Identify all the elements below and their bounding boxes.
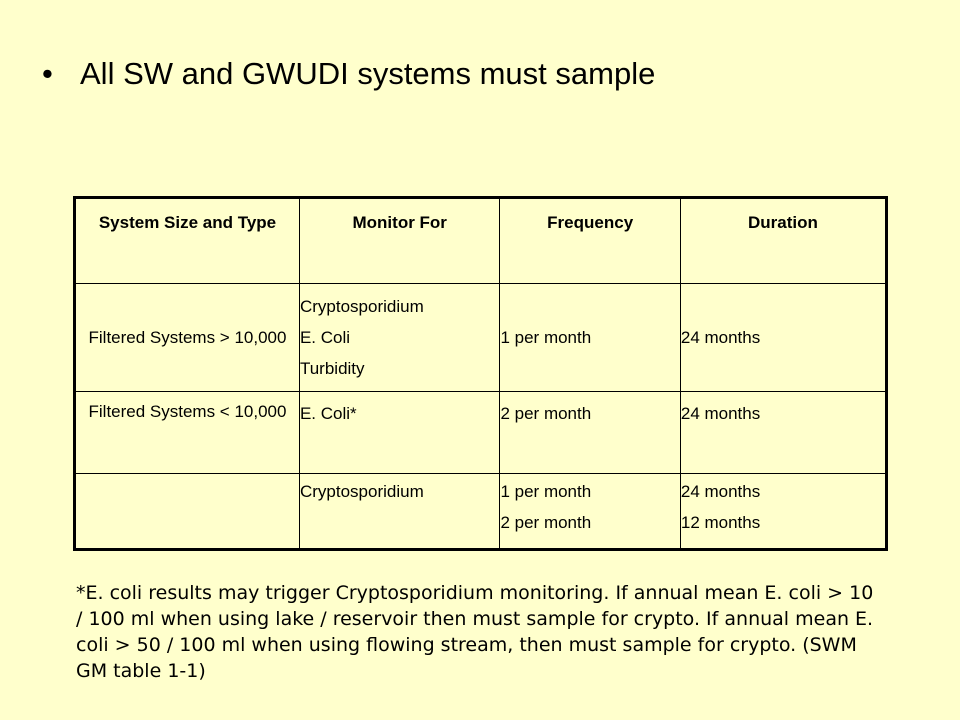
heading-text: All SW and GWUDI systems must sample [80, 56, 656, 91]
cell-system [75, 474, 300, 550]
cell-system: Filtered Systems > 10,000 [75, 284, 300, 392]
duration-item: 24 months [680, 404, 761, 423]
cell-monitor [299, 392, 500, 474]
table-row [75, 284, 887, 392]
cell-system: Filtered Systems < 10,000 [75, 392, 300, 474]
header-row [75, 198, 887, 284]
cell-duration [680, 392, 886, 474]
monitor-item: E. Coli [299, 328, 351, 347]
duration-item: 24 months [680, 328, 761, 347]
monitoring-table [73, 196, 888, 551]
cell-monitor [299, 474, 500, 550]
header-monitor-for: Monitor For [299, 198, 500, 284]
frequency-item: 1 per month [500, 328, 592, 347]
cell-duration [680, 474, 886, 550]
header-frequency: Frequency [500, 198, 680, 284]
bullet-marker: • [42, 56, 53, 91]
monitor-item: Cryptosporidium [299, 297, 424, 316]
duration-item: 24 months [680, 482, 761, 501]
monitor-item: Turbidity [299, 359, 365, 378]
monitor-item: E. Coli* [299, 404, 357, 423]
header-duration: Duration [680, 198, 886, 284]
table-row [75, 474, 887, 550]
header-system-size: System Size and Type [75, 198, 300, 284]
frequency-item: 1 per month [500, 482, 592, 501]
footnote: *E. coli results may trigger Cryptosporidium monitoring. If annual mean E. coli > 10 / 100 ml when using lake / reservoir then must sample for crypto. If annual mean E. coli > 50 / 100 ml when using flowing stream, then must sample for crypto. (SWM GM table 1-1) [76, 582, 874, 682]
frequency-item: 2 per month [500, 404, 592, 423]
cell-frequency [500, 392, 680, 474]
cell-duration [680, 284, 886, 392]
cell-frequency [500, 284, 680, 392]
frequency-item: 2 per month [500, 513, 592, 532]
cell-frequency [500, 474, 680, 550]
duration-item: 12 months [680, 513, 761, 532]
table-row [75, 392, 887, 474]
cell-monitor [299, 284, 500, 392]
monitor-item: Cryptosporidium [299, 482, 424, 501]
